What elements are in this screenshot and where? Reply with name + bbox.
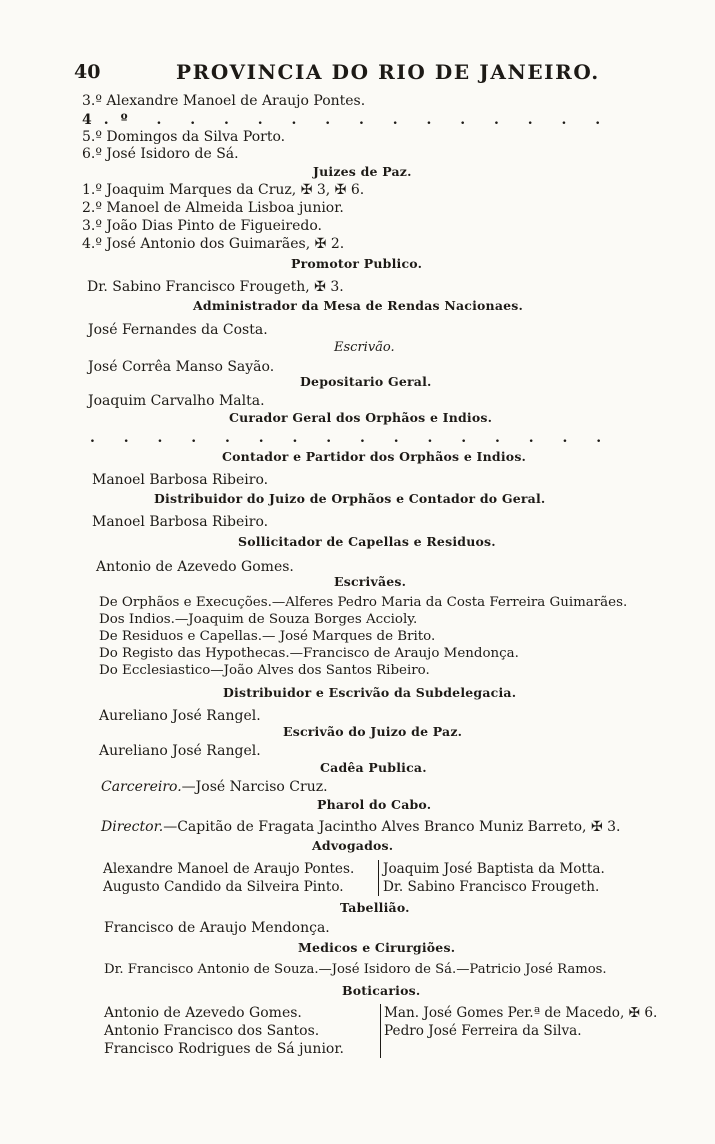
section-heading: Promotor Publico. bbox=[291, 256, 423, 271]
list-item: Do Registo das Hypothecas.—Francisco de Araujo Mendonça. bbox=[99, 646, 519, 661]
list-item: José Fernandes da Costa. bbox=[88, 322, 268, 338]
list-item: Aureliano José Rangel. bbox=[99, 708, 261, 724]
section-heading: Advogados. bbox=[312, 838, 394, 853]
column-divider bbox=[378, 860, 379, 896]
director-name: —Capitão de Fragata Jacintho Alves Branco Muniz Barreto, ✠ 3. bbox=[163, 819, 621, 835]
list-item: Dr. Francisco Antonio de Souza.—José Isidoro de Sá.—Patricio José Ramos. bbox=[104, 962, 607, 977]
section-heading: Pharol do Cabo. bbox=[317, 797, 432, 812]
list-item: 5.º Domingos da Silva Porto. bbox=[82, 129, 286, 145]
section-heading: Medicos e Cirurgiões. bbox=[298, 940, 456, 955]
list-item: Alexandre Manoel de Araujo Pontes. bbox=[103, 861, 355, 877]
section-heading: Escrivão do Juizo de Paz. bbox=[283, 724, 463, 739]
list-item: Antonio Francisco dos Santos. bbox=[104, 1023, 320, 1039]
section-heading: Escrivães. bbox=[334, 574, 407, 589]
list-item: Antonio de Azevedo Gomes. bbox=[104, 1005, 302, 1021]
running-head: PROVINCIA DO RIO DE JANEIRO. bbox=[176, 60, 600, 84]
section-heading: Sollicitador de Capellas e Residuos. bbox=[238, 534, 496, 549]
list-item: Joaquim Carvalho Malta. bbox=[88, 393, 265, 409]
list-item: Francisco de Araujo Mendonça. bbox=[104, 920, 330, 936]
list-item: Man. José Gomes Per.ª de Macedo, ✠ 6. bbox=[384, 1005, 658, 1021]
carcereiro-label: Carcereiro. bbox=[101, 779, 182, 795]
list-item: Dr. Sabino Francisco Frougeth. bbox=[383, 879, 600, 895]
list-item: Do Ecclesiastico—João Alves dos Santos Ribeiro. bbox=[99, 663, 430, 678]
list-item: 6.º José Isidoro de Sá. bbox=[82, 146, 239, 162]
list-item: Manoel Barbosa Ribeiro. bbox=[92, 514, 269, 530]
list-item: José Corrêa Manso Sayão. bbox=[88, 359, 275, 375]
list-item: Augusto Candido da Silveira Pinto. bbox=[103, 879, 344, 895]
list-item: Dos Indios.—Joaquim de Souza Borges Accioly. bbox=[99, 612, 418, 627]
director-label: Director. bbox=[101, 819, 164, 835]
list-item: Antonio de Azevedo Gomes. bbox=[96, 559, 294, 575]
list-item: Francisco Rodrigues de Sá junior. bbox=[104, 1041, 344, 1057]
section-heading: Escrivão. bbox=[334, 340, 395, 355]
list-item: 3.º João Dias Pinto de Figueiredo. bbox=[82, 218, 322, 234]
list-item: Dr. Sabino Francisco Frougeth, ✠ 3. bbox=[87, 279, 344, 295]
list-item bbox=[101, 779, 328, 795]
section-heading: Tabellião. bbox=[340, 900, 410, 915]
page-number: 40 bbox=[74, 61, 101, 83]
section-heading: Depositario Geral. bbox=[300, 374, 432, 389]
list-item: 3.º Alexandre Manoel de Araujo Pontes. bbox=[82, 93, 366, 109]
carcereiro-name: —José Narciso Cruz. bbox=[181, 779, 328, 795]
list-item: 4.º José Antonio dos Guimarães, ✠ 2. bbox=[82, 236, 345, 252]
section-heading: Administrador da Mesa de Rendas Nacionaes. bbox=[193, 298, 524, 313]
list-item: Joaquim José Baptista da Motta. bbox=[383, 861, 605, 877]
list-item: Manoel Barbosa Ribeiro. bbox=[92, 472, 269, 488]
list-item: Aureliano José Rangel. bbox=[99, 743, 261, 759]
section-heading: Distribuidor e Escrivão da Subdelegacia. bbox=[223, 685, 517, 700]
list-item: 2.º Manoel de Almeida Lisboa junior. bbox=[82, 200, 344, 216]
column-divider bbox=[380, 1004, 381, 1058]
section-heading: Cadêa Publica. bbox=[320, 760, 427, 775]
list-item: 4.º . . . . . . . . . . . . . . bbox=[82, 112, 613, 128]
section-heading: Juizes de Paz. bbox=[313, 164, 412, 179]
section-heading: Contador e Partidor dos Orphãos e Indios. bbox=[222, 449, 527, 464]
section-heading: Curador Geral dos Orphãos e Indios. bbox=[229, 410, 493, 425]
list-item: De Residuos e Capellas.— José Marques de Brito. bbox=[99, 629, 436, 644]
list-item: 1.º Joaquim Marques da Cruz, ✠ 3, ✠ 6. bbox=[82, 182, 365, 198]
list-item: De Orphãos e Execuções.—Alferes Pedro Maria da Costa Ferreira Guimarães. bbox=[99, 595, 628, 610]
section-heading: Distribuidor do Juizo de Orphãos e Contador do Geral. bbox=[154, 491, 546, 506]
list-item: . . . . . . . . . . . . . . . . bbox=[90, 430, 614, 446]
list-item: Pedro José Ferreira da Silva. bbox=[384, 1023, 582, 1039]
section-heading: Boticarios. bbox=[342, 983, 421, 998]
list-item bbox=[101, 819, 620, 835]
